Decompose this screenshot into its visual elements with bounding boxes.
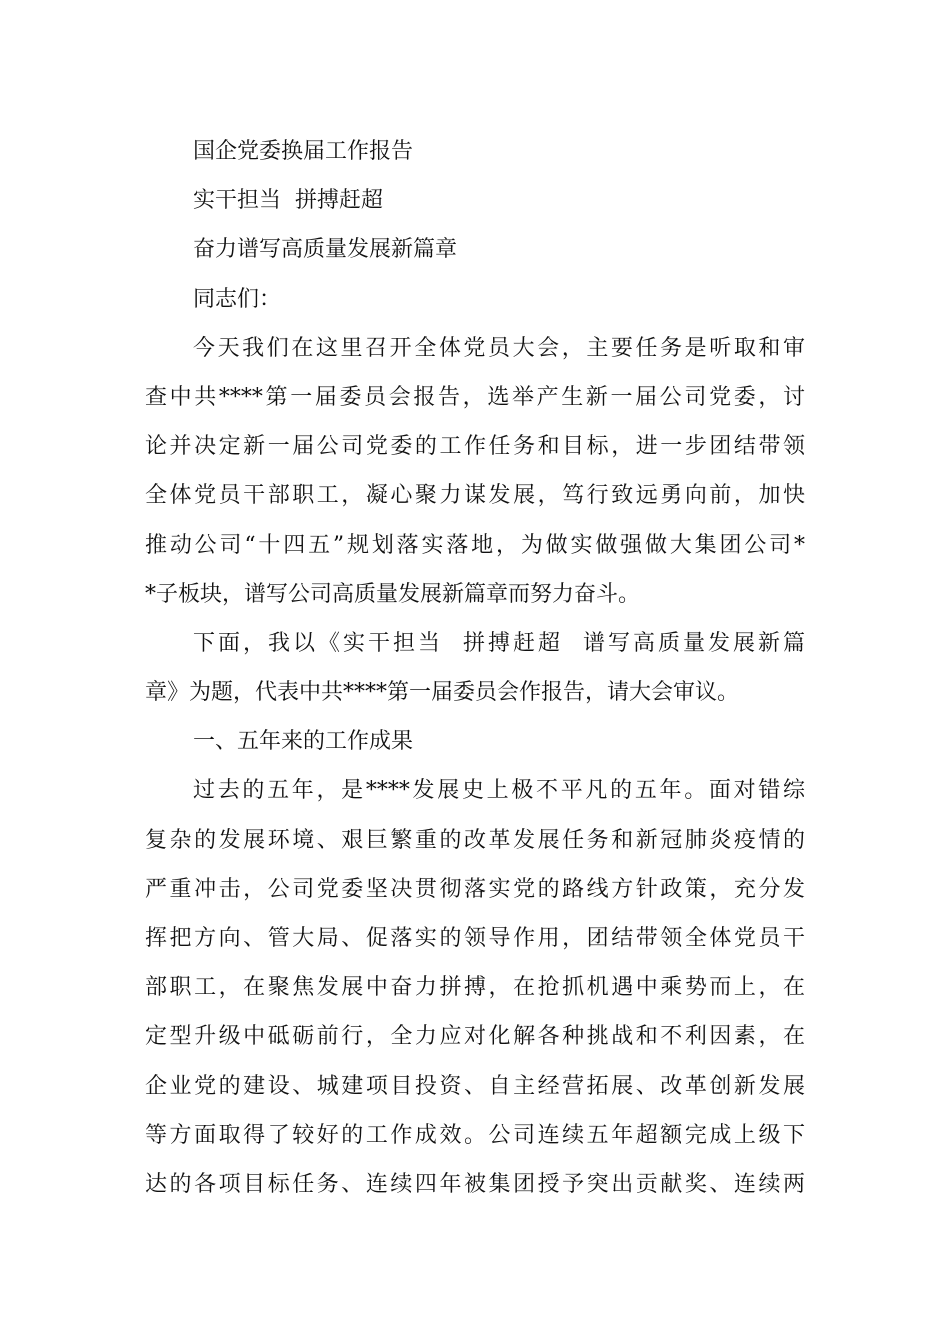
paragraph-line: 全体党员干部职工，凝心聚力谋发展，笃行致远勇向前，加快 xyxy=(145,483,805,509)
paragraph-line: 下面，我以《实干担当 拼搏赶超 谱写高质量发展新篇 xyxy=(193,630,805,656)
paragraph-line: 定型升级中砥砺前行，全力应对化解各种挑战和不利因素，在 xyxy=(145,1024,805,1050)
salutation: 同志们： xyxy=(193,286,282,312)
paragraph-report-intro xyxy=(145,619,805,717)
paragraph-line: 等方面取得了较好的工作成效。公司连续五年超额完成上级下 xyxy=(145,1122,805,1148)
paragraph-line: 查中共****第一届委员会报告，选举产生新一届公司党委，讨 xyxy=(145,384,805,410)
paragraph-line: 复杂的发展环境、艰巨繁重的改革发展任务和新冠肺炎疫情的 xyxy=(145,827,805,853)
paragraph-line: 部职工，在聚焦发展中奋力拼搏，在抢抓机遇中乘势而上，在 xyxy=(145,975,805,1001)
paragraph-line: 推动公司“十四五”规划落实落地，为做实做强做大集团公司* xyxy=(145,532,805,558)
paragraph-line: 企业党的建设、城建项目投资、自主经营拓展、改革创新发展 xyxy=(145,1073,805,1099)
paragraph-line: 严重冲击，公司党委坚决贯彻落实党的路线方针政策，充分发 xyxy=(145,876,805,902)
paragraph-line: 今天我们在这里召开全体党员大会，主要任务是听取和审 xyxy=(193,335,805,361)
paragraph-line: 论并决定新一届公司党委的工作任务和目标，进一步团结带领 xyxy=(145,434,805,460)
paragraph-line: 章》为题，代表中共****第一届委员会作报告，请大会审议。 xyxy=(145,680,740,706)
paragraph-line: 过去的五年，是****发展史上极不平凡的五年。面对错综 xyxy=(193,778,805,804)
title-line-2: 实干担当 拼搏赶超 xyxy=(193,188,383,214)
title-line-1: 国企党委换届工作报告 xyxy=(193,139,414,164)
title-line-3: 奋力谱写高质量发展新篇章 xyxy=(193,237,458,263)
paragraph-line: *子板块，谱写公司高质量发展新篇章而努力奋斗。 xyxy=(145,581,641,607)
document-body xyxy=(145,127,805,1209)
section-heading: 一、五年来的工作成果 xyxy=(193,729,414,755)
paragraph-line: 挥把方向、管大局、促落实的领导作用，团结带领全体党员干 xyxy=(145,926,805,951)
paragraph-line: 达的各项目标任务、连续四年被集团授予突出贡献奖、连续两 xyxy=(145,1171,805,1197)
paragraph-achievements xyxy=(145,766,805,1209)
paragraph-opening xyxy=(145,324,805,619)
